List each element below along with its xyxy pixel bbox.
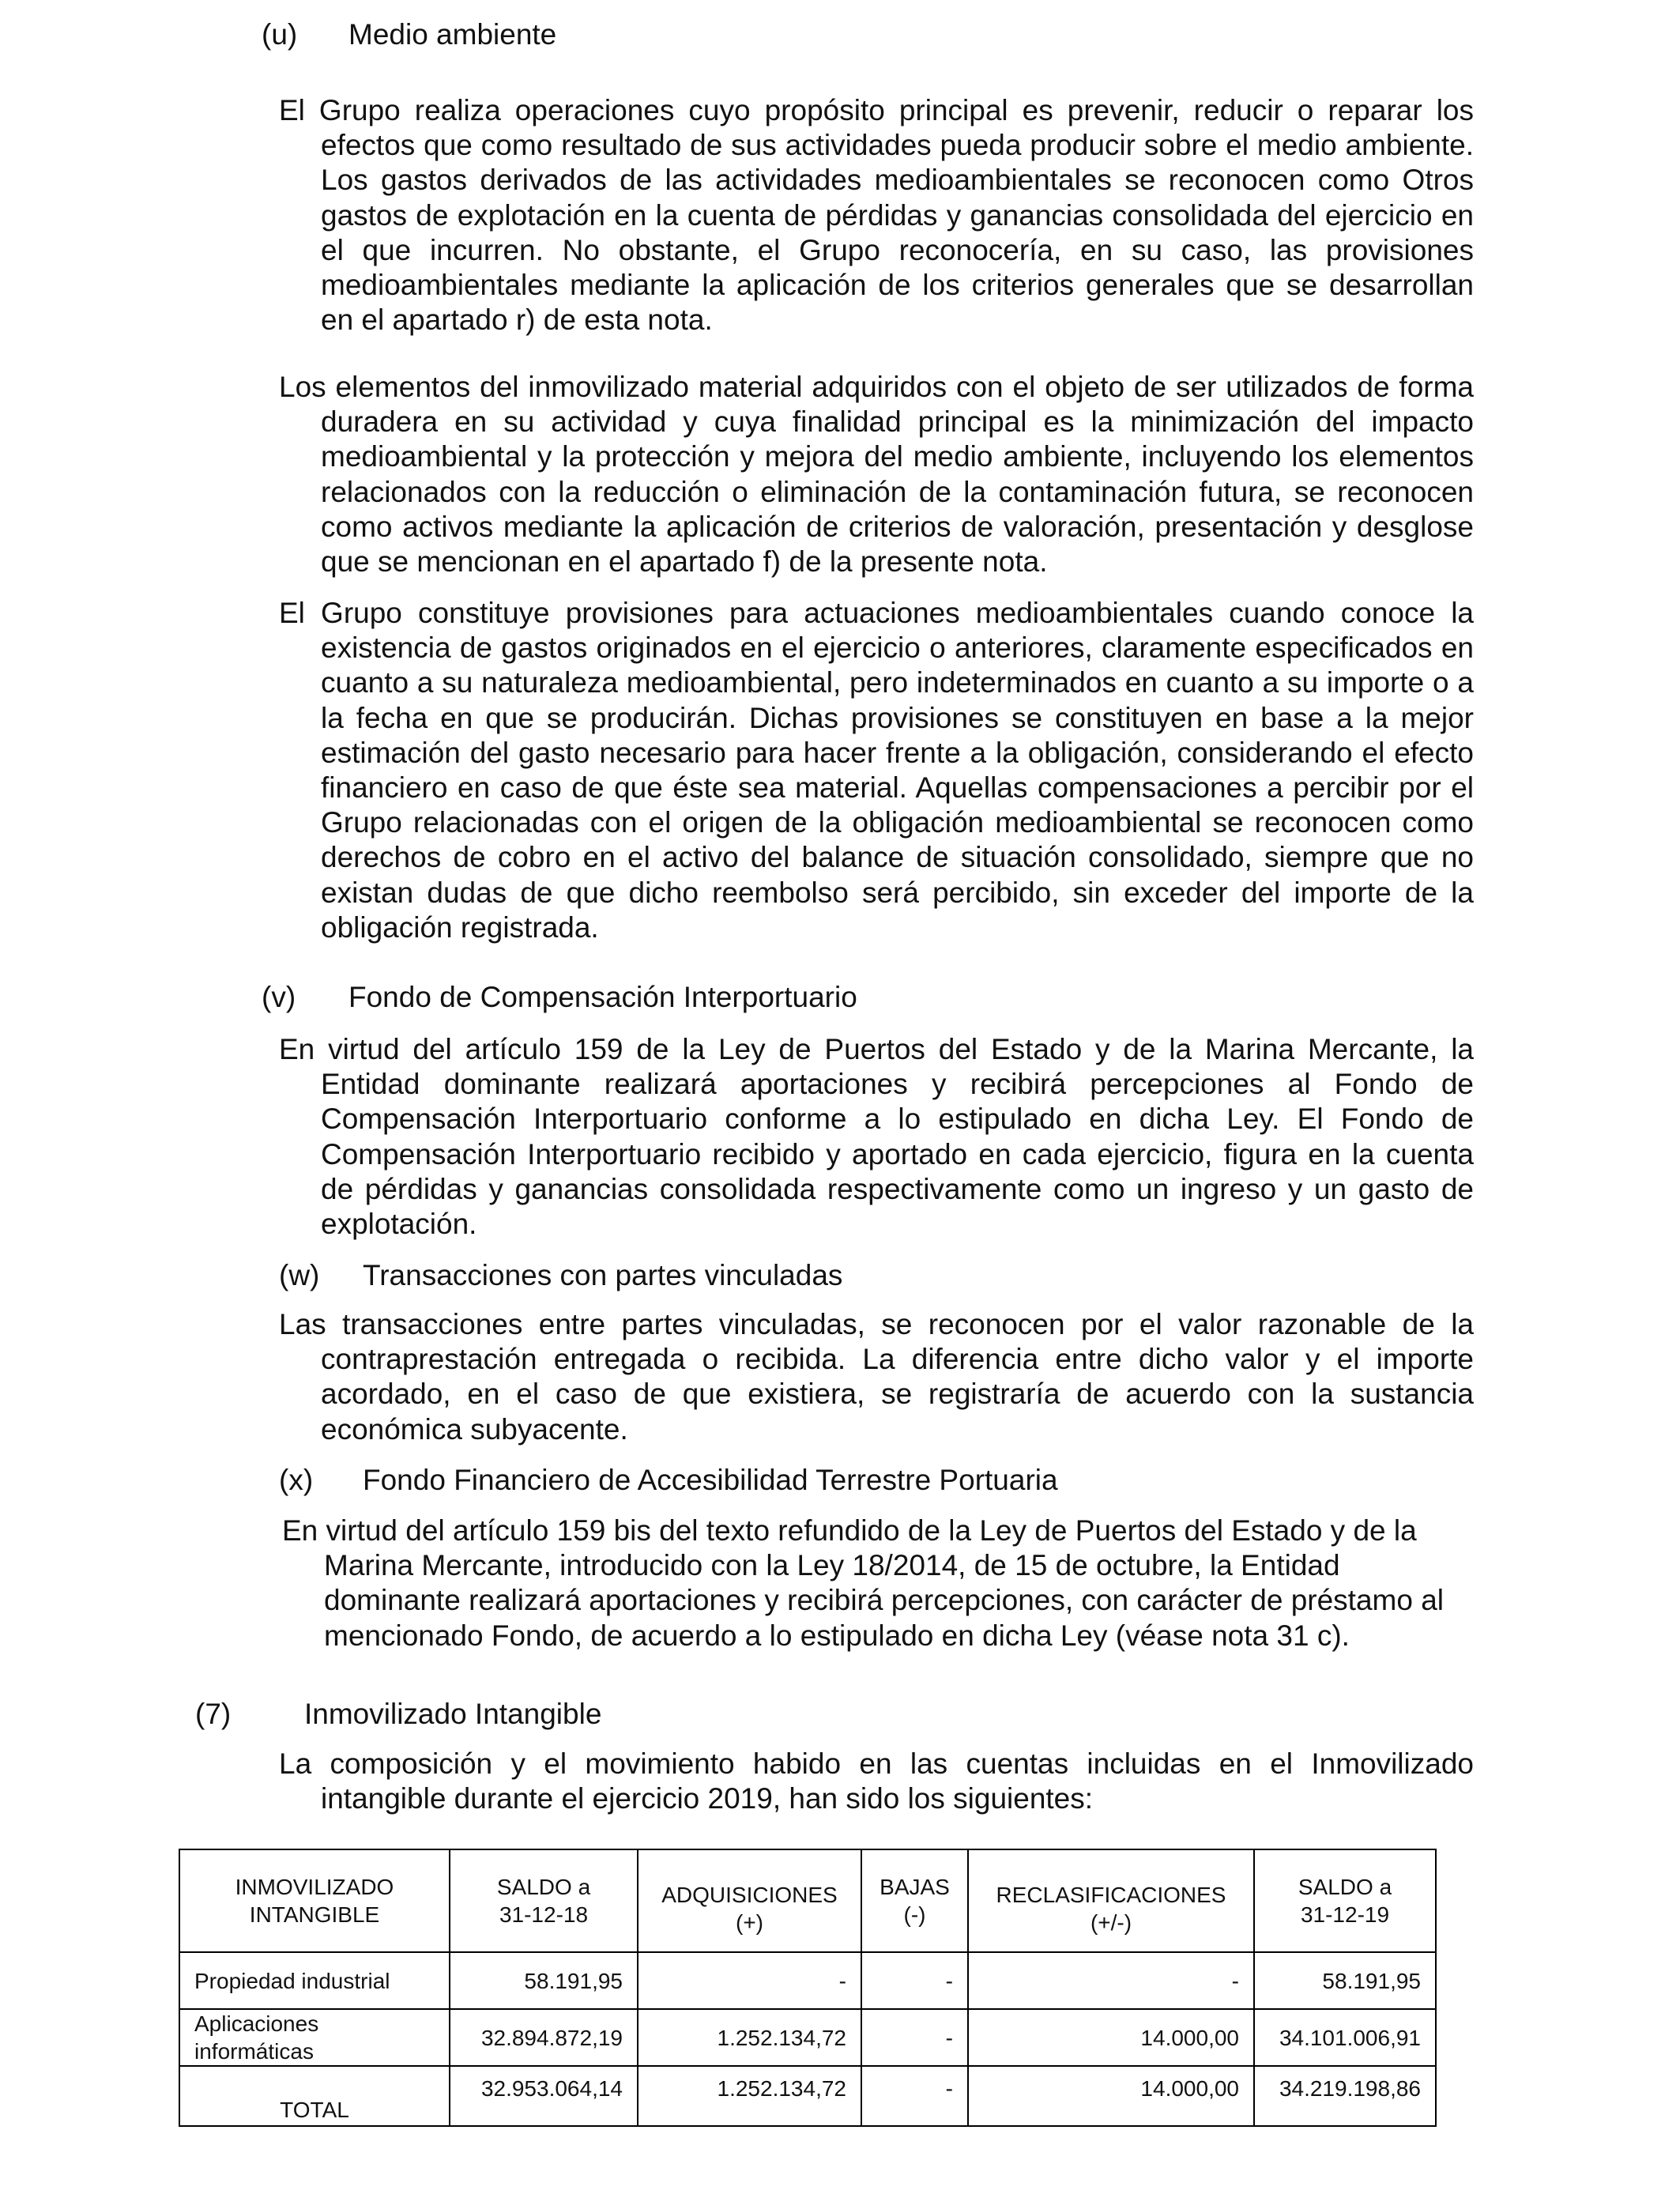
table-cell: - <box>968 1952 1254 2009</box>
paragraph: El Grupo constituye provisiones para actuaciones medioambientales cuando conoce la existencia de gastos originados en el ejercicio o anteriores, claramente especificados en cuanto a su naturaleza medioambiental, pero indeterminados en cuanto a su importe o a la fecha en que se producirán. Dichas provisiones se constituyen en base a la mejor estimación del gasto necesario para hacer frente a la obligación, considerando el efecto financiero en caso de que éste sea material. Aquellas compensaciones a percibir por el Grupo relacionadas con el origen de la obligación medioambiental se reconocen como derechos de cobro en el activo del balance de situación consolidado, siempre que no existan dudas de que dicho reembolso será percibido, sin exceder del importe de la obligación registrada. <box>279 597 1474 944</box>
section-number: (v) <box>262 981 296 1013</box>
table-cell: 58.191,95 <box>1254 1952 1436 2009</box>
table-cell: 1.252.134,72 <box>638 2009 861 2066</box>
total-label: TOTAL <box>179 2066 450 2126</box>
section-number: (7) <box>195 1698 232 1730</box>
table-cell: 1.252.134,72 <box>638 2066 861 2126</box>
paragraph: La composición y el movimiento habido en las cuentas incluidas en el Inmovilizado intangible durante el ejercicio 2019, han sido los siguientes: <box>279 1747 1474 1815</box>
section-number: (w) <box>279 1259 320 1291</box>
section-title: Fondo Financiero de Accesibilidad Terrestre Portuaria <box>363 1464 1058 1496</box>
section-title: Transacciones con partes vinculadas <box>363 1259 843 1291</box>
table-row <box>179 2009 1436 2066</box>
column-header: SALDO a 31-12-18 <box>450 1849 638 1952</box>
paragraph: En virtud del artículo 159 de la Ley de Puertos del Estado y de la Marina Mercante, la Entidad dominante realizará aportaciones y recibirá percepciones al Fondo de Compensación Interportuario conforme a lo estipulado en dicha Ley. El Fondo de Compensación Interportuario recibido y aportado en cada ejercicio, figura en la cuenta de pérdidas y ganancias consolidada respectivamente como un ingreso y un gasto de explotación. <box>279 1033 1474 1241</box>
table-cell: 14.000,00 <box>968 2066 1254 2126</box>
table-cell: - <box>638 1952 861 2009</box>
section-number: (u) <box>262 18 298 51</box>
intangible-assets-table <box>179 1849 1437 2127</box>
table-header-row <box>179 1849 1436 1952</box>
table-row <box>179 1952 1436 2009</box>
table-cell: 14.000,00 <box>968 2009 1254 2066</box>
table-cell: 32.894.872,19 <box>450 2009 638 2066</box>
paragraph: Los elementos del inmovilizado material adquiridos con el objeto de ser utilizados de forma duradera en su actividad y cuya finalidad principal es la minimización del impacto medioambiental y la protección y mejora del medio ambiente, incluyendo los elementos relacionados con la reducción o eliminación de la contaminación futura, se reconocen como activos mediante la aplicación de criterios de valoración, presentación y desglose que se mencionan en el apartado f) de la presente nota. <box>279 371 1474 579</box>
row-label: Propiedad industrial <box>179 1952 450 2009</box>
section-title: Inmovilizado Intangible <box>304 1698 602 1730</box>
row-label: Aplicaciones informáticas <box>179 2009 450 2066</box>
section-number: (x) <box>279 1464 314 1496</box>
column-header: INMOVILIZADO INTANGIBLE <box>179 1849 450 1952</box>
paragraph: En virtud del artículo 159 bis del texto refundido de la Ley de Puertos del Estado y de la Marina Mercante, introducido con la Ley 18/2014, de 15 de octubre, la Entidad dominante realizará aportaciones y recibirá percepciones, con carácter de préstamo al mencionado Fondo, de acuerdo a lo estipulado en dicha Ley (véase nota 31 c). <box>282 1514 1445 1652</box>
paragraph: El Grupo realiza operaciones cuyo propósito principal es prevenir, reducir o reparar los efectos que como resultado de sus actividades pueda producir sobre el medio ambiente. Los gastos derivados de las actividades medioambientales se reconocen como Otros gastos de explotación en la cuenta de pérdidas y ganancias consolidada del ejercicio en el que incurren. No obstante, el Grupo reconocería, en su caso, las provisiones medioambientales mediante la aplicación de los criterios generales que se desarrollan en el apartado r) de esta nota. <box>279 94 1474 337</box>
table-cell: 34.101.006,91 <box>1254 2009 1436 2066</box>
table-cell: - <box>861 1952 968 2009</box>
table-total-row <box>179 2066 1436 2126</box>
column-header: SALDO a 31-12-19 <box>1254 1849 1436 1952</box>
table-cell: 34.219.198,86 <box>1254 2066 1436 2126</box>
table-cell: - <box>861 2009 968 2066</box>
section-title: Fondo de Compensación Interportuario <box>348 981 857 1013</box>
table-cell: 58.191,95 <box>450 1952 638 2009</box>
column-header: BAJAS (-) <box>861 1849 968 1952</box>
table-cell: - <box>861 2066 968 2126</box>
table-cell: 32.953.064,14 <box>450 2066 638 2126</box>
column-header: RECLASIFICACIONES (+/-) <box>968 1849 1254 1952</box>
paragraph: Las transacciones entre partes vinculadas, se reconocen por el valor razonable de la contraprestación entregada o recibida. La diferencia entre dicho valor y el importe acordado, en el caso de que existiera, se registraría de acuerdo con la sustancia económica subyacente. <box>279 1308 1474 1446</box>
section-title: Medio ambiente <box>348 18 557 51</box>
column-header: ADQUISICIONES (+) <box>638 1849 861 1952</box>
